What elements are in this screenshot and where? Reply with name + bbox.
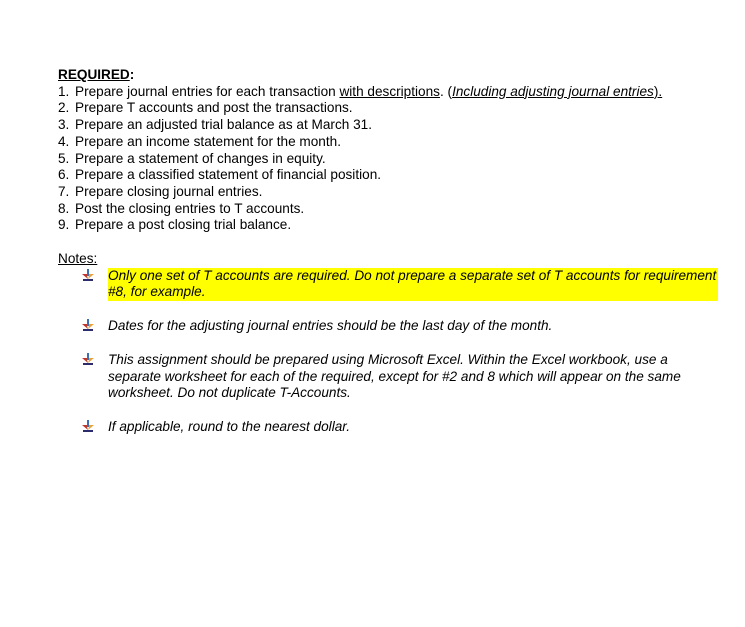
note-text: If applicable, round to the nearest dollar.: [108, 418, 351, 434]
note-item: [58, 268, 718, 301]
down-arrow-icon: [82, 268, 108, 284]
requirements-list: [58, 84, 718, 234]
requirement-item: 4. Prepare an income statement for the month.: [58, 133, 341, 149]
requirement-item: 6. Prepare a classified statement of financial position.: [58, 167, 382, 183]
requirement-item: 1. Prepare journal entries for each transaction with descriptions. (Including adjusting journal entries).: [58, 83, 663, 99]
requirement-item: 7. Prepare closing journal entries.: [58, 183, 263, 199]
requirement-item: 3. Prepare an adjusted trial balance as at March 31.: [58, 117, 372, 133]
requirement-item: 8. Post the closing entries to T accounts.: [58, 200, 305, 216]
required-heading: REQUIRED:: [58, 67, 135, 82]
note-text: This assignment should be prepared using Microsoft Excel. Within the Excel workbook, use a separate worksheet for each of the required, except for #2 and 8 which will appear on the same worksheet. Do not duplicate T-Accounts.: [108, 351, 681, 401]
notes-list: [58, 268, 718, 436]
note-item: [58, 352, 718, 402]
document: [58, 67, 718, 436]
note-item: [58, 419, 718, 436]
requirement-item: 9. Prepare a post closing trial balance.: [58, 217, 292, 233]
requirement-item: 2. Prepare T accounts and post the transactions.: [58, 100, 353, 116]
note-item: [58, 318, 718, 335]
note-text: Dates for the adjusting journal entries should be the last day of the month.: [108, 318, 553, 334]
down-arrow-icon: [82, 352, 108, 368]
note-text: Only one set of T accounts are required. Do not prepare a separate set of T accounts for requirement #8, for example.: [108, 267, 717, 300]
requirement-item: 5. Prepare a statement of changes in equity.: [58, 150, 326, 166]
notes-label: Notes:: [58, 251, 98, 267]
down-arrow-icon: [82, 318, 108, 334]
down-arrow-icon: [82, 419, 108, 435]
